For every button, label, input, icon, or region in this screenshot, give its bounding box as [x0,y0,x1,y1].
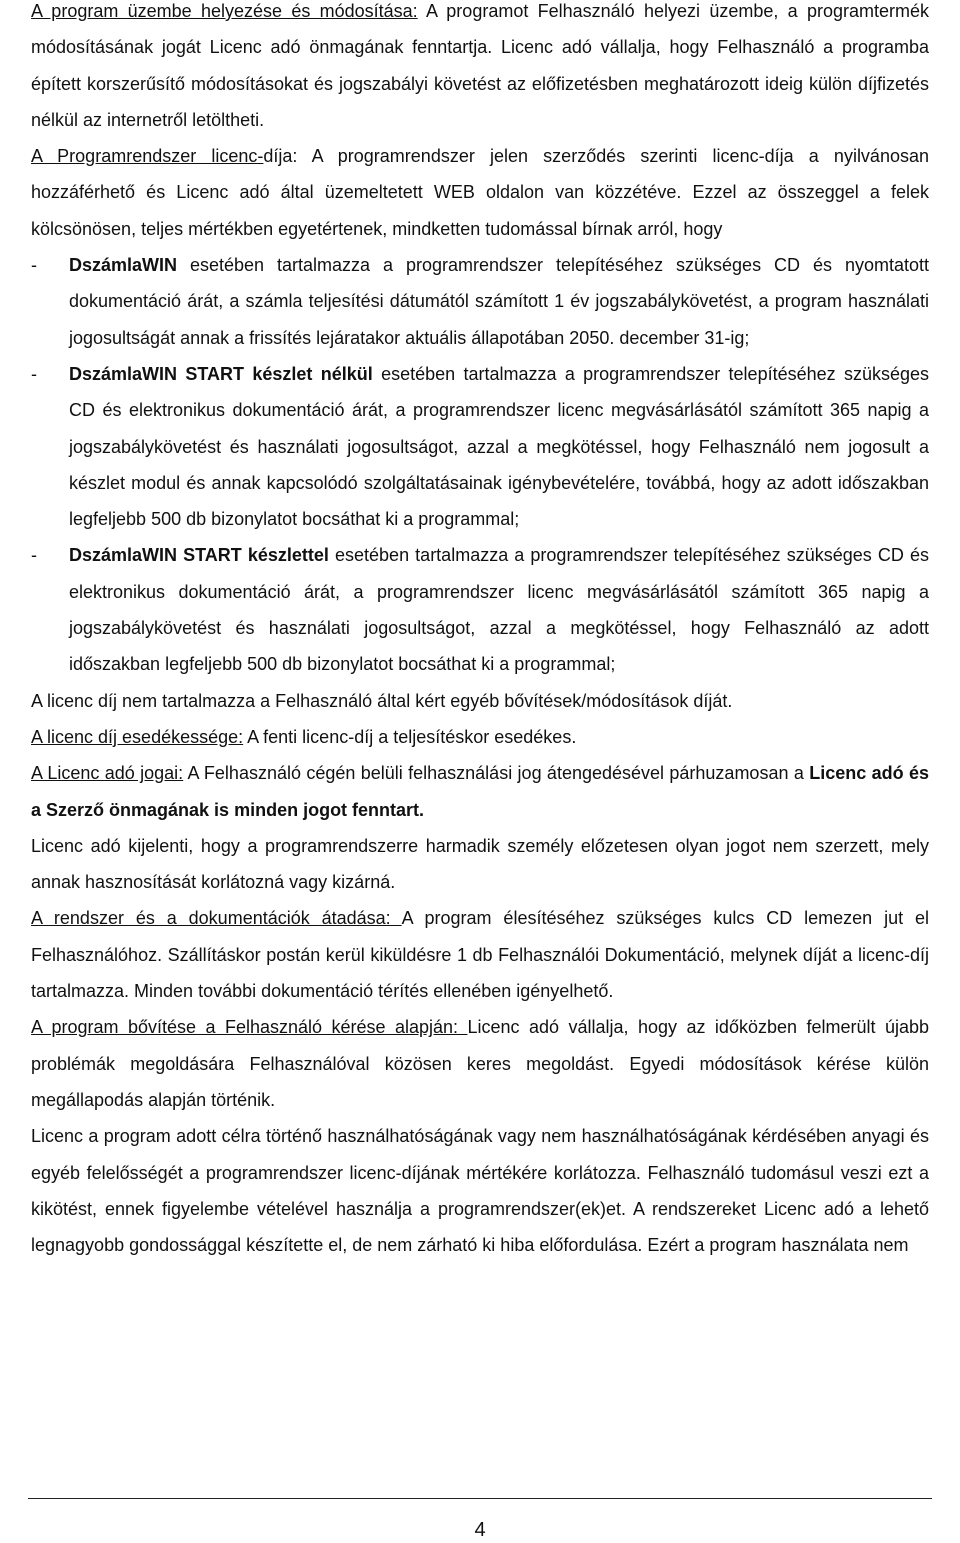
paragraph-extension [31,1009,929,1118]
section-heading: A rendszer és a dokumentációk átadása: [31,908,402,929]
list-dash: - [31,363,37,384]
paragraph-bold-text: Licenc adó és a Szerző önmagának is minden jogot fenntart. [31,763,929,820]
list-item-text [69,537,929,682]
paragraph-liability: Licenc a program adott célra történő használhatóságának vagy nem használhatóságának kérdésében anyagi és egyéb felelősségét a programrendszer licenc-díjának mértékére korlátozza. Felhasználó tudomásul veszi ezt a kikötést, ennek figyelembe vételével használja a programrendszer(ek)et. A rendszereket Licenc adó a lehető legnagyobb gondossággal készítette el, de nem zárható ki hiba előfordulása. Ezért a program használata nem [31,1126,929,1256]
paragraph-delivery [31,900,929,1009]
section-heading: A Licenc adó jogai: [31,763,184,784]
paragraph-fee-due [31,719,929,755]
list-item [31,247,929,356]
product-name: DszámlaWIN START készlet nélkül [69,363,373,384]
paragraph-license-fee [31,138,929,247]
product-name: DszámlaWIN [69,255,178,276]
paragraph-text: Licenc adó vállalja, hogy az időközben felmerült újabb problémák megoldására Felhasználóval közösen keres megoldást. Egyedi módosítások kérése külön megállapodás alapján történik. [31,1017,929,1110]
list-item [31,537,929,682]
paragraph-text: A program élesítéséhez szükséges kulcs CD lemezen jut el Felhasználóhoz. Szállításkor postán kerül kiküldésre 1 db Felhasználói Dokumentáció, melynek díját a licenc-díj tartalmazza. Minden további dokumentáció térítés ellenében igényelhető. [31,908,929,1002]
paragraph-licensor-rights [31,755,929,828]
list-item-body: esetében tartalmazza a programrendszer telepítéséhez szükséges CD és elektronikus dokumentáció árát, a programrendszer licenc megvásárlásától számított 365 napig a jogszabálykövetést és használati jogosultságot, azzal a megkötéssel, hogy Felhasználó az adott időszakban legfeljebb 500 db bizonylatot bocsáthat ki a programmal; [69,545,929,675]
paragraph-fee-exclusions: A licenc díj nem tartalmazza a Felhasználó által kért egyéb bővítések/módosítások díját. [31,690,733,711]
paragraph-installation [31,0,929,138]
document-page [31,0,929,1263]
section-heading: A program üzembe helyezése és módosítása: [31,1,418,21]
paragraph-third-party: Licenc adó kijelenti, hogy a programrendszerre harmadik személy előzetesen olyan jogot nem szerzett, mely annak hasznosítását korlátozná vagy kizárná. [31,835,929,893]
product-name: DszámlaWIN START készlettel [69,545,329,566]
paragraph-text: A fenti licenc-díj a teljesítéskor esedékes. [243,726,577,747]
list-dash: - [31,255,37,276]
list-item-text [69,356,929,537]
section-heading: A licenc díj esedékessége: [31,726,244,747]
footer-divider [28,1498,932,1499]
list-item-body: esetében tartalmazza a programrendszer telepítéséhez szükséges CD és elektronikus dokumentáció árát, a programrendszer licenc megvásárlásától számított 365 napig a jogszabálykövetést és használati jogosultságot, azzal a megkötéssel, hogy Felhasználó nem jogosult a készlet modul és annak kapcsolódó szolgáltatásainak igénybevételére, továbbá, hogy az adott időszakban legfeljebb 500 db bizonylatot bocsáthat ki a programmal; [69,363,929,530]
paragraph-text: díja: A programrendszer jelen szerződés szerinti licenc-díja a nyilvánosan hozzáférhető és Licenc adó által üzemeltetett WEB oldalon van közzétéve. Ezzel az összeggel a felek kölcsönösen, teljes mértékben egyetértenek, mindketten tudomással bírnak arról, hogy [31,146,929,239]
section-heading: A program bővítése a Felhasználó kérése alapján: [31,1017,468,1038]
list-item-text [69,247,929,356]
paragraph-text: A programot Felhasználó helyezi üzembe, a programtermék módosításának jogát Licenc adó önmagának fenntartja. Licenc adó vállalja, hogy Felhasználó a programba épített korszerűsítő módosításokat és jogszabályi követést az előfizetésben meghatározott ideig külön díjfizetés nélkül az internetről letöltheti. [31,1,929,130]
list-item [31,356,929,537]
list-dash: - [31,545,37,566]
paragraph-text: A Felhasználó cégén belüli felhasználási jog átengedésével párhuzamosan a [183,763,810,784]
list-item-body: esetében tartalmazza a programrendszer telepítéséhez szükséges CD és nyomtatott dokumentáció árát, a számla teljesítési dátumától számított 1 év jogszabálykövetést, a program használati jogosultságát annak a frissítés lejáratakor aktuális állapotában 2050. december 31-ig; [69,255,929,348]
section-heading: A Programrendszer licenc- [31,146,264,167]
page-number: 4 [474,1519,486,1541]
